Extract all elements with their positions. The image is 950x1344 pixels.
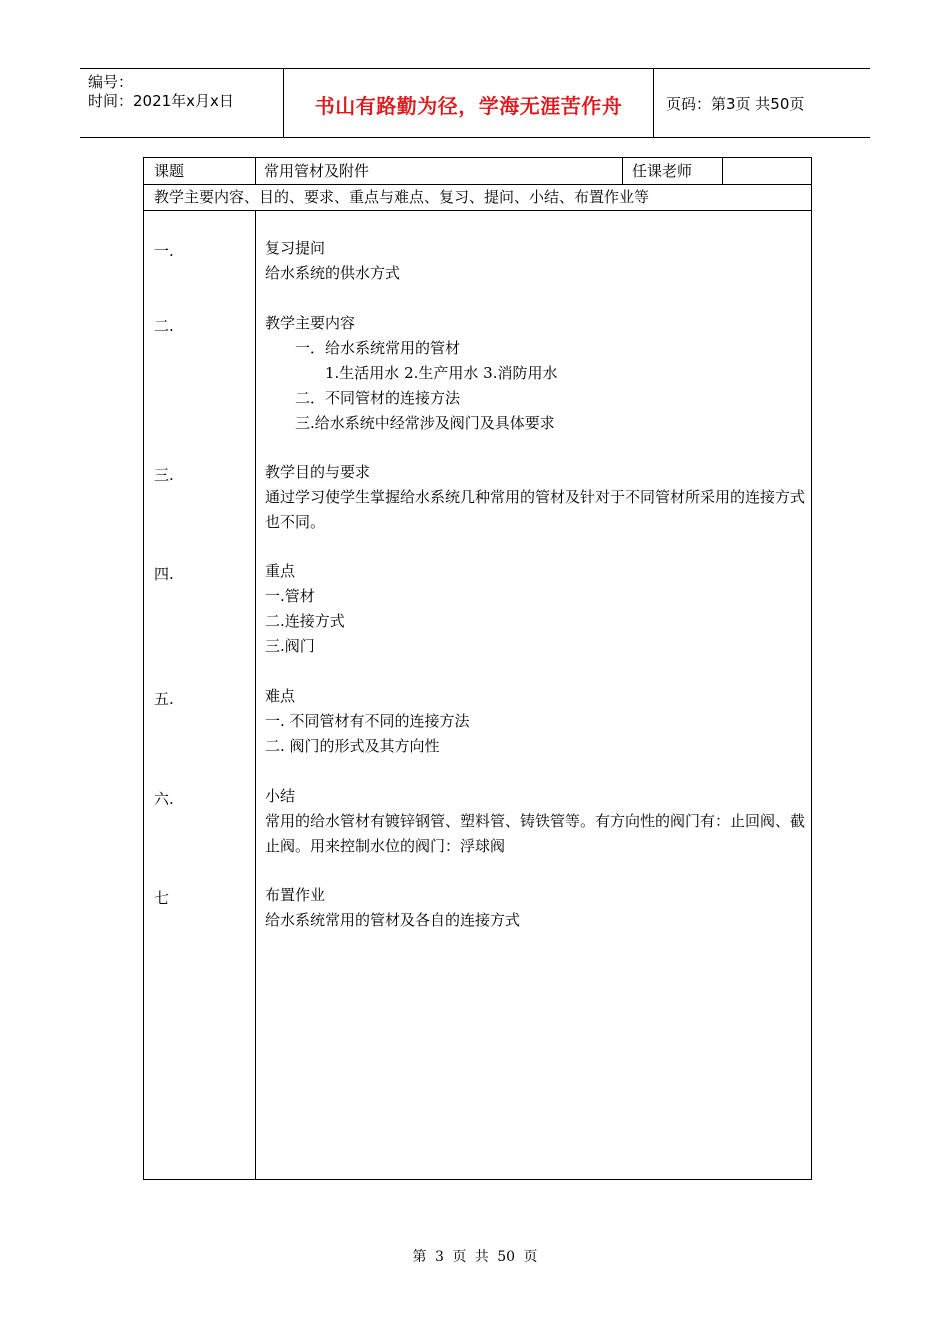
footer-di: 第	[412, 1249, 427, 1265]
section-number: 七	[154, 889, 170, 907]
section-line: 三.给水系统中经常涉及阀门及具体要求	[265, 414, 555, 432]
section-body	[265, 236, 805, 286]
header-divider	[653, 69, 654, 137]
content-heading: 教学主要内容、目的、要求、重点与难点、复习、提问、小结、布置作业等	[154, 188, 650, 206]
table-row-divider	[144, 210, 811, 211]
header-motto: 书山有路勤为径，学海无涯苦作舟	[314, 94, 623, 118]
section-body	[265, 784, 805, 859]
section-number: 五.	[154, 690, 174, 708]
section-line: 重点	[265, 562, 296, 580]
topic-value: 常用管材及附件	[264, 162, 370, 180]
header-meta	[88, 73, 234, 111]
header-page-info: 页码：第3页 共50页	[666, 95, 805, 113]
footer-page-number: 3	[434, 1249, 444, 1265]
topic-label: 课题	[154, 162, 185, 180]
section-body	[265, 460, 805, 535]
document-header	[80, 68, 870, 138]
section-line: 布置作业	[265, 886, 326, 904]
section-line: 教学目的与要求	[265, 463, 371, 481]
footer-ye: 页	[523, 1249, 538, 1265]
section-paragraph: 常用的给水管材有镀锌钢管、塑料管、铸铁管等。有方向性的阀门有：止回阀、截止阀。用来控制水位的阀门：浮球阀	[265, 812, 806, 855]
section-number: 一.	[154, 242, 174, 260]
section-number: 二.	[154, 317, 174, 335]
section-line: 1.生活用水 2.生产用水 3.消防用水	[265, 364, 558, 382]
section-line: 教学主要内容	[265, 314, 356, 332]
section-paragraph: 通过学习使学生掌握给水系统几种常用的管材及针对于不同管材所采用的连接方式也不同。	[265, 488, 806, 531]
footer-gong: 共	[474, 1249, 489, 1265]
table-col-divider	[622, 158, 623, 184]
section-number: 四.	[154, 565, 174, 583]
footer-total-pages: 50	[497, 1249, 516, 1265]
section-line: 一. 不同管材有不同的连接方法	[265, 712, 470, 730]
table-col-divider	[722, 158, 723, 184]
table-col-divider	[255, 158, 256, 184]
teacher-label: 任课老师	[632, 162, 693, 180]
footer-ye: 页	[452, 1249, 467, 1265]
page-footer	[0, 1246, 950, 1266]
section-line: 二．不同管材的连接方法	[265, 389, 461, 407]
section-line: 一.管材	[265, 587, 315, 605]
section-line: 给水系统的供水方式	[265, 264, 401, 282]
section-line: 难点	[265, 687, 296, 705]
section-number: 六.	[154, 790, 174, 808]
section-line: 一．给水系统常用的管材	[265, 339, 461, 357]
section-line: 二.连接方式	[265, 612, 345, 630]
section-line: 给水系统常用的管材及各自的连接方式	[265, 911, 521, 929]
time-label: 时间：2021年x月x日	[88, 92, 234, 110]
section-body	[265, 559, 805, 659]
section-line: 三.阀门	[265, 637, 315, 655]
section-body	[265, 684, 805, 759]
section-body	[265, 883, 805, 933]
section-line: 复习提问	[265, 239, 326, 257]
section-line: 小结	[265, 787, 296, 805]
section-body	[265, 311, 805, 436]
lesson-plan-table	[143, 157, 812, 1180]
table-row-divider	[144, 184, 811, 185]
section-number: 三.	[154, 466, 174, 484]
section-line: 二. 阀门的形式及其方向性	[265, 737, 440, 755]
number-label: 编号：	[88, 73, 134, 91]
table-col-divider	[255, 210, 256, 1179]
